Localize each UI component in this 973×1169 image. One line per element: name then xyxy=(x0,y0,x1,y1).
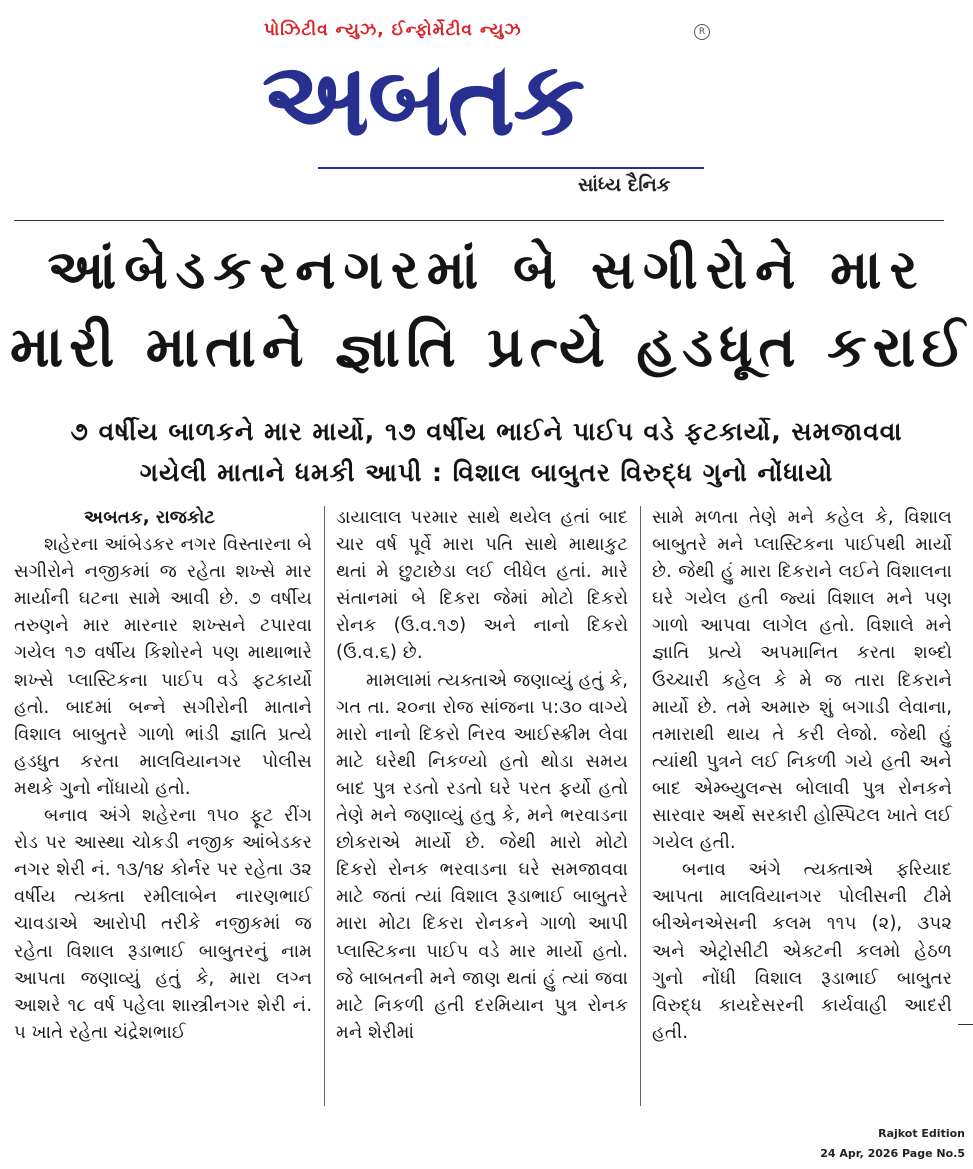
newspaper-logo: અબતક xyxy=(262,40,584,159)
logo-underline xyxy=(318,167,704,169)
headline-line-2: મારી માતાને જ્ઞાતિ પ્રત્યે હડધૂત કરાઈ xyxy=(10,315,971,380)
article-paragraph: શહેરના આંબેડકર નગર વિસ્તારના બે સગીરોને નજીકમાં જ રહેતા શખ્સે માર માર્યાની ઘટના સામે આવી છે. ૭ વર્ષીય તરુણને માર મારનાર શખ્સને ટપારવા ગયેલ ૧૭ વર્ષીય કિશોરને પણ માથાભારે શખ્સે પ્લાસ્ટિકના પાઈપ વડે ફટકાર્યો હતો. બાદમાં બન્ને સગીરોની માતાને વિશાલ બાબુતરે ગાળો ભાંડી જ્ઞાતિ પ્રત્યે હડધુત કરતા માલવિયાનગર પોલીસ મથકે ગુનો નોંધાયો હતો. xyxy=(14,534,312,799)
article-paragraph: બનાવ અંગે શહેરના ૧૫૦ ફૂટ રીંગ રોડ પર આસ્થા ચોકડી નજીક આંબેડકર નગર શેરી નં. ૧૩/૧૪ કોર્નર પર રહેતા ૩૨ વર્ષીય ત્યક્તા રમીલાબેન નારણભાઈ ચાવડાએ આરોપી તરીકે નજીકમાં જ રહેતા વિશાલ રૂડાભાઈ બાબુતરનું નામ આપતા જણાવ્યું હતું કે, મારા લગ્ન આશરે ૧૮ વર્ષ પહેલા શાસ્ત્રીનગર શેરી નં. ૫ ખાતે રહેતા ચંદ્રેશભાઈ xyxy=(14,805,312,1043)
column-divider xyxy=(324,506,325,1106)
article-paragraph: બનાવ અંગે ત્યક્તાએ ફરિયાદ આપતા માલવિયાનગર પોલીસની ટીમે બીએનએસની કલમ ૧૧૫ (૨), ૩૫૨ અને એટ્રોસીટી એક્ટની કલમો હેઠળ ગુનો નોંધી વિશાલ રૂડાભાઈ બાબુતર વિરુદ્ધ કાયદેસરની કાર્યવાહી આદરી હતી. xyxy=(652,859,952,1043)
header-divider xyxy=(14,220,944,221)
article-column-3 xyxy=(652,504,952,1046)
headline-line-1: આંબેડકરનગરમાં બે સગીરોને માર xyxy=(47,238,926,301)
subheadline-line-2: ગયેલી માતાને ધમકી આપી : વિશાલ બાબુતર વિરુદ્ધ ગુનો નોંધાયો xyxy=(139,458,834,487)
registered-mark-icon: R xyxy=(694,24,710,40)
article-column-2 xyxy=(336,504,628,1046)
column-divider xyxy=(640,506,641,1106)
footer-edition: Rajkot Edition xyxy=(878,1127,965,1140)
margin-mark xyxy=(958,1024,973,1025)
article-column-1 xyxy=(14,504,312,1046)
article-paragraph: મામલામાં ત્યક્તાએ જણાવ્યું હતું કે, ગત તા. ૨૦ના રોજ સાંજના ૫:૩૦ વાગ્યે મારો નાનો દિકરો નિરવ આઈસ્ક્રીમ લેવા માટે ઘરેથી નિકળ્યો હતો થોડા સમય બાદ પુત્ર રડતો રડતો ઘરે પરત ફર્યો હતો તેણે મને જણાવ્યું હતુ કે, મને ભરવાડના છોકરાએ માર્યો છે. જેથી મારો મોટો દિકરો રોનક ભરવાડના ઘરે સમજાવવા માટે જતાં ત્યાં વિશાલ રૂડાભાઈ બાબુતરે મારા મોટા દિકરા રોનકને ગાળો આપી પ્લાસ્ટિકના પાઈપ વડે માર માર્યો હતો. જે બાબતની મને જાણ થતાં હું ત્યાં જવા માટે નિકળી હતી દરમિયાન પુત્ર રોનક મને શેરીમાં xyxy=(336,669,628,1043)
article-dateline: અબતક, રાજકોટ xyxy=(84,507,215,528)
edition-tag: સાંધ્ય દૈનિક xyxy=(578,174,671,196)
subheadline-line-1: ૭ વર્ષીય બાળકને માર માર્યો, ૧૭ વર્ષીય ભાઈને પાઈપ વડે ફટકાર્યો, સમજાવવા xyxy=(70,417,903,446)
masthead xyxy=(0,0,973,212)
article-paragraph: ડાયાલાલ પરમાર સાથે થયેલ હતાં બાદ ચાર વર્ષ પૂર્વે મારા પતિ સાથે માથાકુટ થતાં મે છુટાછેડા લઈ લીધેલ હતાં. મારે સંતાનમાં બે દિકરા જેમાં મોટો દિકરો રોનક (ઉ.વ.૧૭) અને નાનો દિકરો (ઉ.વ.૬) છે. xyxy=(336,507,628,664)
footer-date-page: 24 Apr, 2026 Page No.5 xyxy=(820,1147,965,1160)
article-paragraph: સામે મળતા તેણે મને કહેલ કે, વિશાલ બાબુતરે મને પ્લાસ્ટિકના પાઈપથી માર્યો છે. જેથી હું મારા દિકરાને લઈને વિશાલના ઘરે ગયેલ હતી જ્યાં વિશાલ મને પણ ગાળો આપવા લાગેલ હતો. વિશાલે મને જ્ઞાતિ પ્રત્યે અપમાનિત કરતા શબ્દો ઉચ્ચારી કહેલ કે મે જ તારા દિકરાને માર્યો છે. તમે અમારુ શું બગાડી લેવાના, તમારાથી થાય તે કરી લેજો. જેથી હું ત્યાંથી પુત્રને લઈ નિકળી ગયે હતી અને બાદ એમ્બ્યુલન્સ બોલાવી પુત્ર રોનકને સારવાર અર્થે સરકારી હોસ્પિટલ ખાતે લઈ ગયેલ હતી. xyxy=(652,507,952,854)
masthead-tagline: પોઝિટીવ ન્યુઝ, ઈન્ફોર્મેટીવ ન્યુઝ xyxy=(264,20,522,40)
